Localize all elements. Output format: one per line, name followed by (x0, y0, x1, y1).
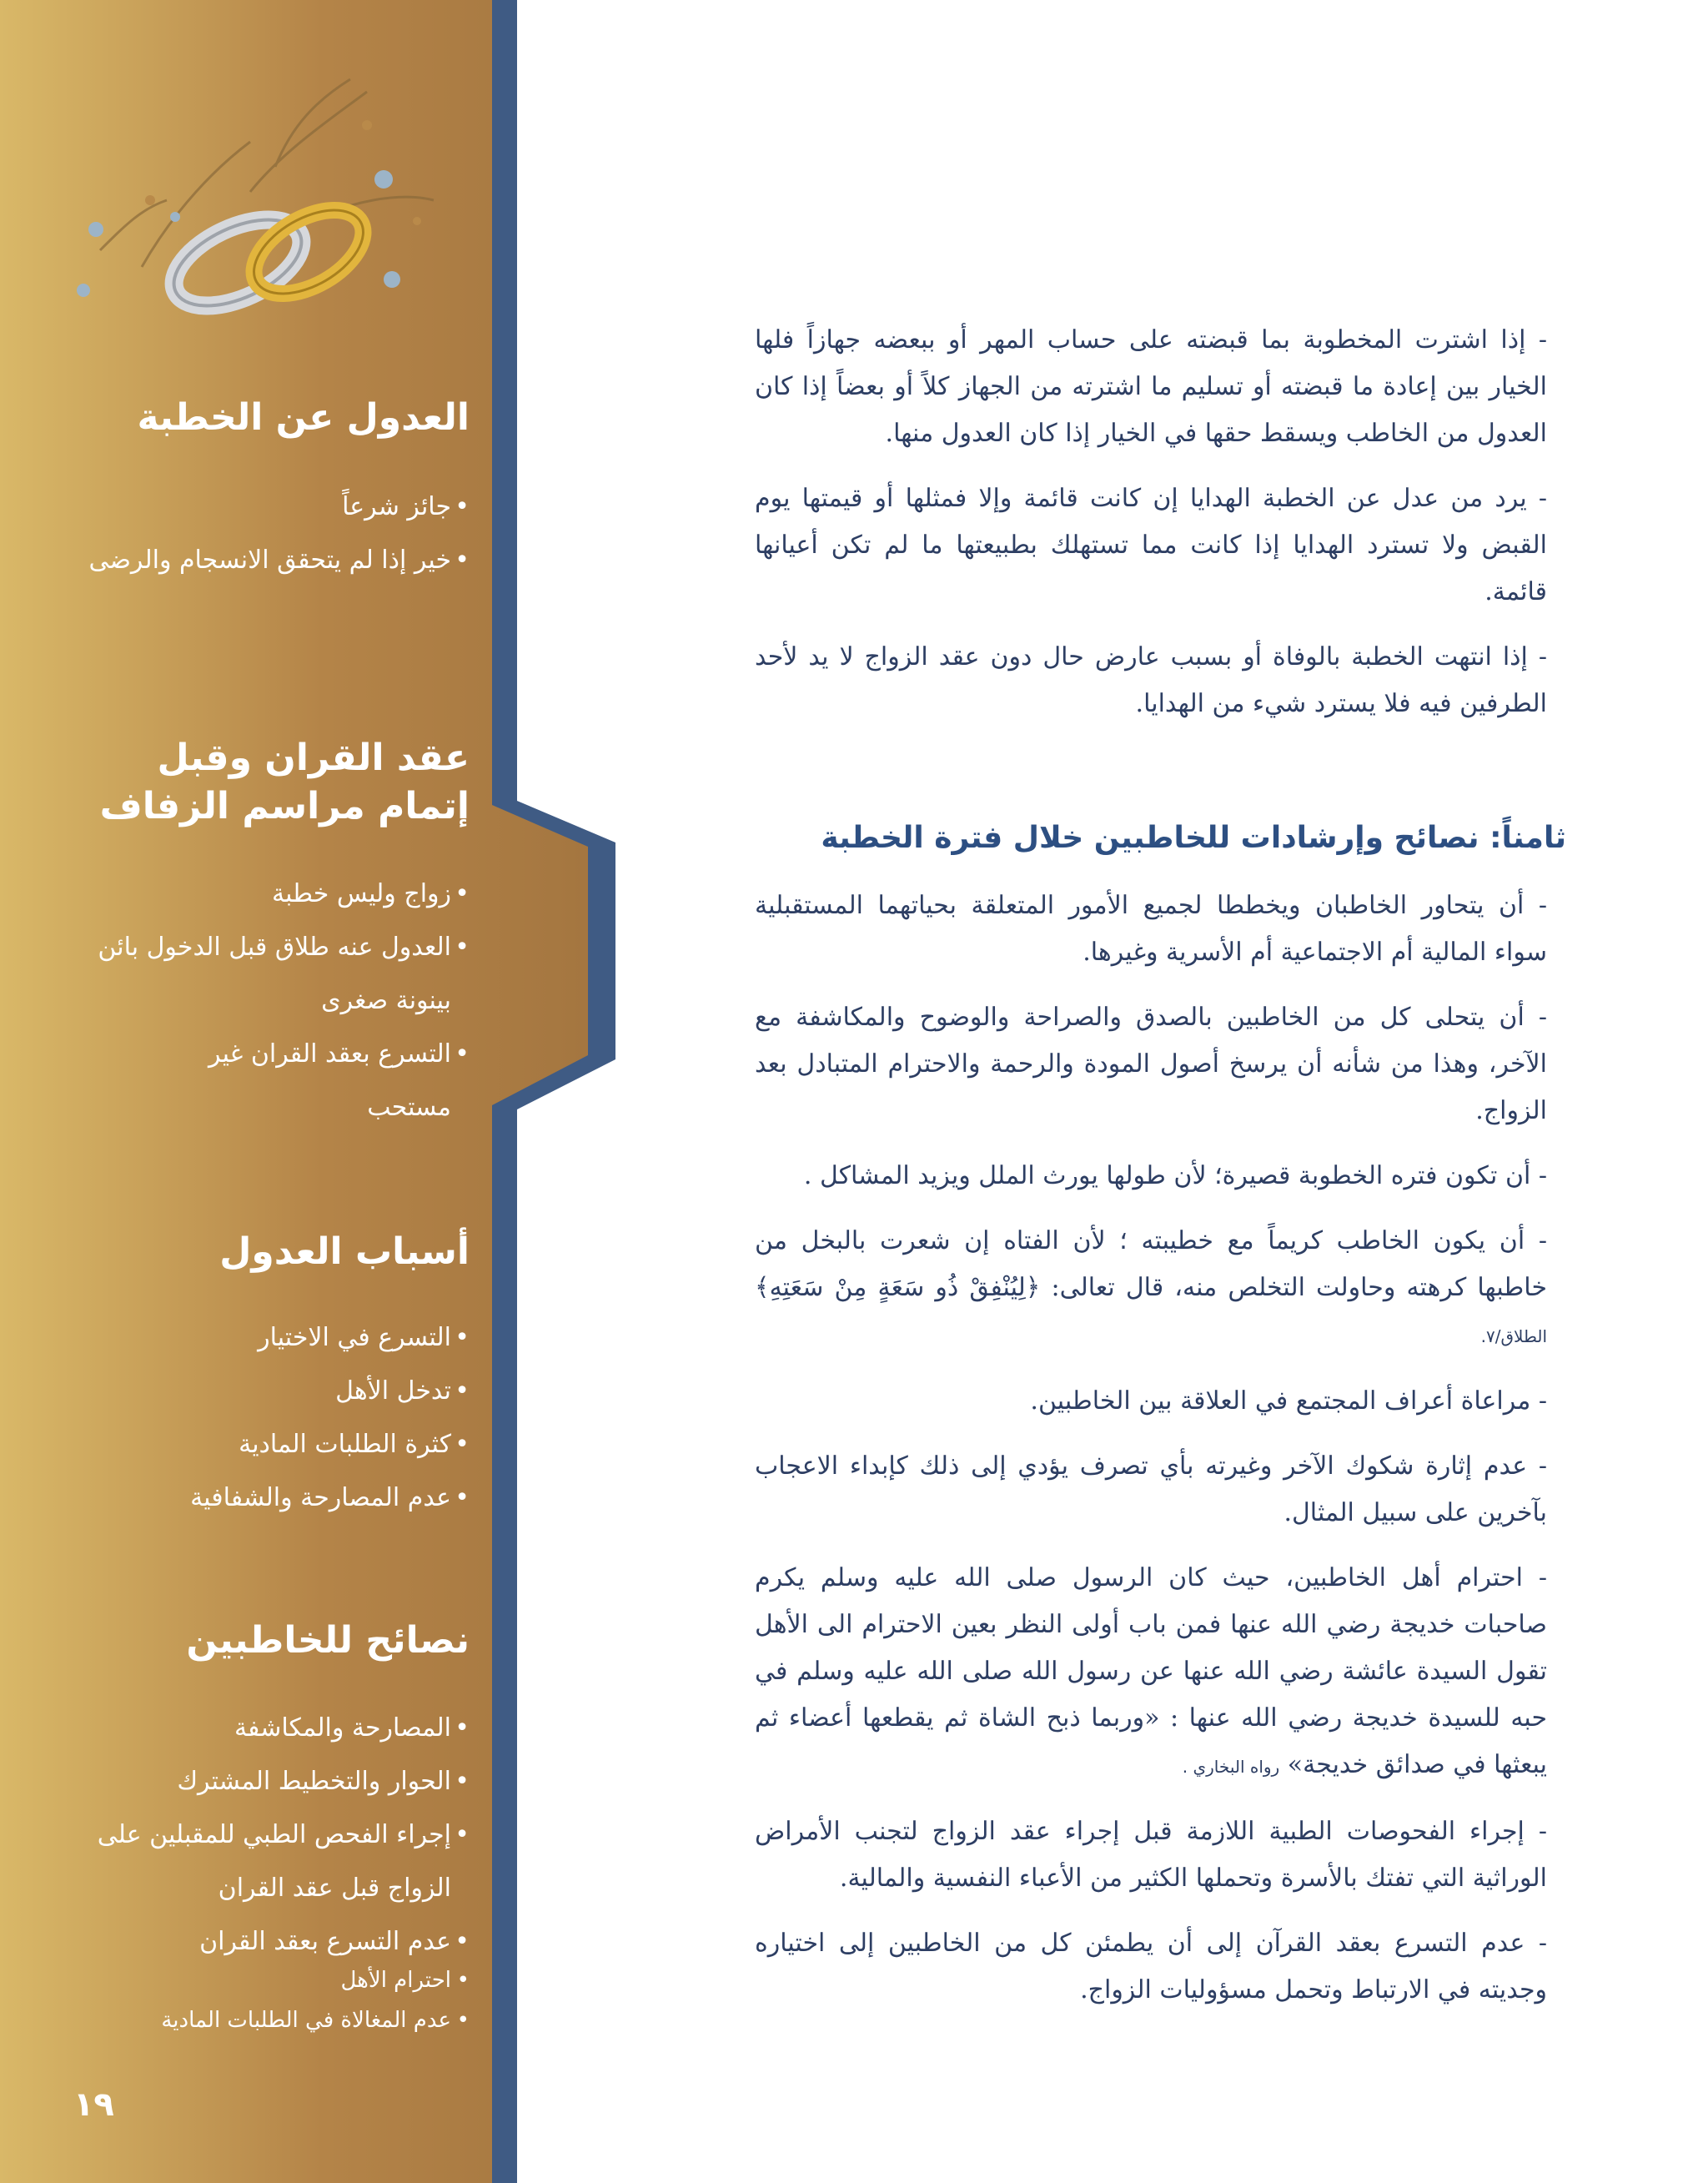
list-item: • الحوار والتخطيط المشترك (53, 1755, 470, 1808)
main-top-block (755, 317, 1547, 746)
paragraph: - يرد من عدل عن الخطبة الهدايا إن كانت قائمة وإلا فمثلها أو قيمتها يوم القبض ولا تسترد الهدايا إذا كانت مما تستهلك بطبيعتها ما لم تكن أعيانها قائمة. (755, 484, 1547, 606)
list-item: • عدم المصارحة والشفافية (53, 1471, 470, 1525)
paragraph: - إذا انتهت الخطبة بالوفاة أو بسبب عارض حال دون عقد الزواج لا يد لأحد الطرفين فيه فلا يسترد شيء من الهدايا. (755, 642, 1547, 718)
paragraph: - إجراء الفحوصات الطبية اللازمة قبل إجراء عقد الزواج لتجنب الأمراض الوراثية التي تفتك بالأسرة وتحملها الكثير من الأعباء النفسية والمالية. (755, 1817, 1547, 1893)
sidebar-list-contract (53, 868, 470, 1134)
list-item: • المصارحة والمكاشفة (53, 1702, 470, 1755)
sidebar-list-advice-small (53, 1960, 470, 2040)
sidebar-heading-reasons: أسباب العدول (219, 1230, 470, 1273)
list-item: • عدم التسرع بعقد القران (53, 1915, 470, 1969)
page-number: ١٩ (73, 2085, 114, 2124)
heading-line: عقد القران وقبل (157, 737, 470, 779)
list-item: • خير إذا لم يتحقق الانسجام والرضى (78, 534, 470, 587)
paragraph-family (755, 1555, 1547, 1790)
main-advice-block (755, 883, 1547, 2032)
sidebar-heading-contract (100, 734, 470, 831)
list-item: • تدخل الأهل (53, 1365, 470, 1418)
list-item: • عدم المغالاة في الطلبات المادية (53, 2000, 470, 2040)
sidebar-heading-withdrawal: العدول عن الخطبة (137, 396, 470, 439)
paragraph-generosity (755, 1218, 1547, 1360)
list-item: • زواج وليس خطبة (53, 868, 470, 921)
paragraph: - أن يتحلى كل من الخاطبين بالصدق والصراحة والوضوح والمكاشفة مع الآخر، وهذا من شأنه أن يرسخ أصول المودة والرحمة والاحترام المتبادل بعد الزواج. (755, 1003, 1547, 1125)
paragraph: - أن تكون فتره الخطوبة قصيرة؛ لأن طولها يورث الملل ويزيد المشاكل . (803, 1161, 1547, 1190)
list-item: • العدول عنه طلاق قبل الدخول بائن بينونة صغرى (53, 921, 470, 1028)
list-item: • احترام الأهل (53, 1960, 470, 2000)
sidebar-list-reasons (53, 1311, 470, 1525)
paragraph-text: - أن يكون الخاطب كريماً مع خطيبته ؛ لأن الفتاه إن شعرت بالبخل من خاطبها كرهته وحاولت التخلص منه، قال تعالى: ﴿لِيُنْفِقْ ذُو سَعَةٍ مِنْ سَعَتِهِ﴾ (755, 1226, 1547, 1302)
section-heading: ثامناً: نصائح وإرشادات للخاطبين خلال فترة الخطبة (821, 821, 1566, 855)
paragraph: - أن يتحاور الخاطبان ويخططا لجميع الأمور المتعلقة بحياتهما المستقبلية سواء المالية أم الاجتماعية أم الأسرية وغيرها. (755, 891, 1547, 967)
paragraph-text: - احترام أهل الخاطبين، حيث كان الرسول صلى الله عليه وسلم يكرم صاحبات خديجة رضي الله عنها فمن باب أولى النظر بعين الاحترام الى الأهل تقول السيدة عائشة رضي الله عنها عن رسول الله صلى الله عليه وسلم في حبه للسيدة خديجة رضي الله عنها : «وربما ذبح الشاة ثم يقطعها أعضاء ثم يبعثها في صدائق خديجة» (755, 1563, 1547, 1779)
heading-line: إتمام مراسم الزفاف (99, 785, 470, 827)
sidebar-list-withdrawal (78, 480, 470, 587)
list-item: • كثرة الطلبات المادية (53, 1418, 470, 1471)
paragraph: - عدم التسرع بعقد القرآن إلى أن يطمئن كل من الخاطبين إلى اختياره وجديته في الارتباط وتحمل مسؤوليات الزواج. (755, 1929, 1547, 2004)
list-item: • إجراء الفحص الطبي للمقبلين على الزواج قبل عقد القران (53, 1808, 470, 1915)
list-item: • جائز شرعاً (78, 480, 470, 534)
hadith-reference: رواه البخاري . (1182, 1757, 1280, 1777)
paragraph: - مراعاة أعراف المجتمع في العلاقة بين الخاطبين. (1030, 1386, 1547, 1416)
paragraph: - إذا اشترت المخطوبة بما قبضته على حساب المهر أو ببعضه جهازاً فلها الخيار بين إعادة ما قبضته أو تسليم ما اشترته من الجهاز كلاً أو بعضاً إذا كان العدول من الخاطب ويسقط حقها في الخيار إذا كان العدول منها. (755, 325, 1547, 448)
sidebar-heading-advice: نصائح للخاطبين (186, 1619, 470, 1662)
sidebar-list-advice (53, 1702, 470, 1969)
verse-reference: الطلاق/٧. (1480, 1326, 1547, 1346)
list-item: • التسرع في الاختيار (53, 1311, 470, 1365)
list-item: • التسرع بعقد القران غير مستحب (126, 1028, 470, 1134)
paragraph: - عدم إثارة شكوك الآخر وغيرته بأي تصرف يؤدي إلى ذلك كإبداء الاعجاب بآخرين على سبيل المثال. (755, 1451, 1547, 1527)
